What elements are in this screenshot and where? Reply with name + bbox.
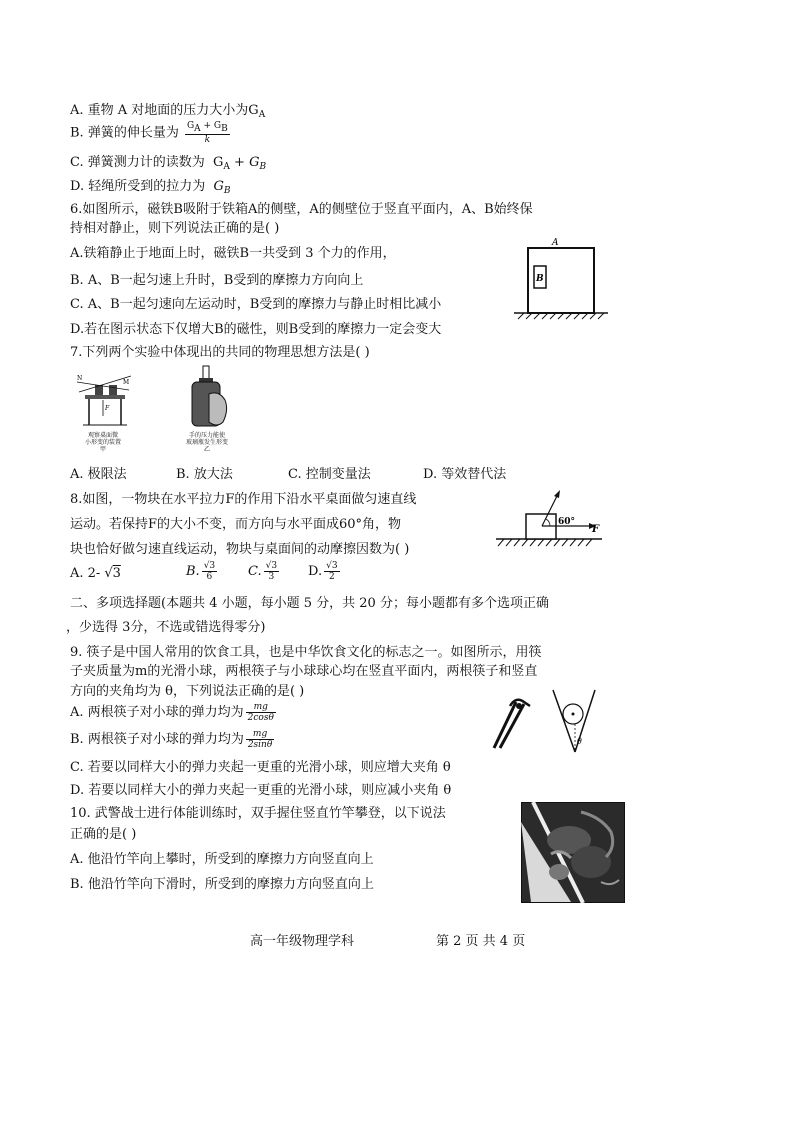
q8-figure-block-force: [494, 484, 604, 550]
q6-option-d: D.若在图示状态下仅增大B的磁性，则B受到的摩擦力一定会变大: [70, 322, 442, 337]
q10-stem-line1: 10. 武警战士进行体能训练时，双手握住竖直竹竿攀登，以下说法: [70, 806, 446, 821]
svg-text:F: F: [105, 405, 110, 412]
q10-option-a: A. 他沿竹竿向上攀时，所受到的摩擦力方向竖直向上: [70, 852, 374, 867]
q9-stem-line1: 9. 筷子是中国人常用的饮食工具，也是中华饮食文化的标志之一。如图所示，用筷: [70, 645, 542, 660]
q7-figure-2-bottle-deformation: [183, 364, 233, 430]
q9-option-d: D. 若要以同样大小的弹力夹起一更重的光滑小球，则应减小夹角 θ: [70, 783, 452, 798]
q6-option-a: A.铁箱静止于地面上时，磁铁B一共受到 3 个力的作用，: [70, 246, 396, 261]
section-2-heading-line2: ，少选得 3分，不选或错选得零分): [66, 620, 266, 635]
q7-figure-1-caption: 观察桌面微 小形变的装置 甲: [84, 432, 121, 453]
q10-figure-soldier-climbing-photo: [521, 802, 625, 903]
footer-page-number: 第 2 页 共 4 页: [436, 934, 526, 949]
q8-option-c: C. $\frac{√3}{3}$: [248, 561, 278, 582]
q9-figure-chopsticks-diagram: [545, 686, 601, 756]
q9-figure-chopsticks-photo: [486, 690, 546, 750]
q6-figure-iron-box: [512, 236, 612, 322]
force-label: F: [592, 524, 600, 535]
q8-option-a: A. 2- √3: [70, 566, 121, 581]
label-a: A: [552, 238, 559, 248]
q8-option-d: D. $\frac{√3}{2}$: [308, 561, 338, 582]
q8-stem-line3: 块也恰好做匀速直线运动，物块与桌面间的动摩擦因数为( ): [70, 542, 410, 557]
section-2-heading-line1: 二、多项选择题(本题共 4 小题，每小题 5 分，共 20 分；每小题都有多个选项正确: [70, 596, 549, 611]
q5-option-b-fraction: $\frac{GA + GB}{k}$: [186, 121, 228, 145]
q9-option-a: A. 两根筷子对小球的弹力均为 $\frac{mg}{2\cos\theta}$: [70, 702, 274, 723]
q9-option-c: C. 若要以同样大小的弹力夹起一更重的光滑小球，则应增大夹角 θ: [70, 760, 451, 775]
q5-option-c: C. 弹簧测力计的读数为 $G_A + G_B$: [70, 155, 267, 172]
hand: [209, 393, 227, 425]
tabletop: [85, 395, 125, 399]
q6-option-c: C. A、B一起匀速向左运动时，B受到的摩擦力与静止时相比减小: [70, 297, 442, 312]
bottle-tube: [203, 366, 209, 380]
q10-stem-line2: 正确的是( ): [70, 827, 137, 842]
q7-option-d: D. 等效替代法: [423, 467, 507, 482]
q9-stem-line2: 子夹质量为m的光滑小球，两根筷子与小球球心均在竖直平面内，两根筷子和竖直: [70, 664, 538, 679]
q8-option-b: B. $\frac{√3}{6}$: [186, 561, 216, 582]
q6-stem-line1: 6.如图所示，磁铁B吸附于铁箱A的侧壁，A的侧壁位于竖直平面内，A、B始终保: [70, 202, 533, 217]
q8-stem-line1: 8.如图，一物块在水平拉力F的作用下沿水平桌面做匀速直线: [70, 492, 417, 507]
q5-option-a: A. 重物 A 对地面的压力大小为$G_A$: [70, 103, 266, 120]
q7-option-c: C. 控制变量法: [288, 467, 371, 482]
svg-text:N: N: [77, 375, 83, 382]
q9-option-b: B. 两根筷子对小球的弹力均为 $\frac{mg}{2\sin\theta}$: [70, 729, 273, 750]
svg-text:M: M: [123, 379, 130, 386]
q7-option-a: A. 极限法: [70, 467, 127, 482]
q7-figure-2-caption: 手的压力能使 玻璃瓶发生形变 乙: [185, 432, 228, 453]
q6-option-b: B. A、B一起匀速上升时，B受到的摩擦力方向向上: [70, 273, 364, 288]
q5-option-d: D. 轻绳所受到的拉力为 $G_B$: [70, 179, 231, 196]
q5-option-b: B. 弹簧的伸长量为 $\frac{GA + GB}{k}$: [70, 121, 228, 145]
q7-figure-1-table-deformation: [73, 370, 133, 430]
q7-option-b: B. 放大法: [176, 467, 233, 482]
label-b: B: [536, 274, 544, 284]
footer-subject: 高一年级物理学科: [250, 934, 355, 949]
angle-label: 60°: [558, 517, 576, 527]
q9-stem-line3: 方向的夹角均为 θ，下列说法正确的是( ): [70, 684, 305, 699]
theta-label: θ: [577, 737, 582, 746]
q7-stem: 7.下列两个实验中体现出的共同的物理思想方法是( ): [70, 345, 370, 360]
q8-stem-line2: 运动。若保持F的大小不变，而方向与水平面成60°角，物: [70, 517, 402, 532]
q6-stem-line2: 持相对静止，则下列说法正确的是( ): [70, 221, 280, 236]
q10-option-b: B. 他沿竹竿向下滑时，所受到的摩擦力方向竖直向上: [70, 877, 374, 892]
